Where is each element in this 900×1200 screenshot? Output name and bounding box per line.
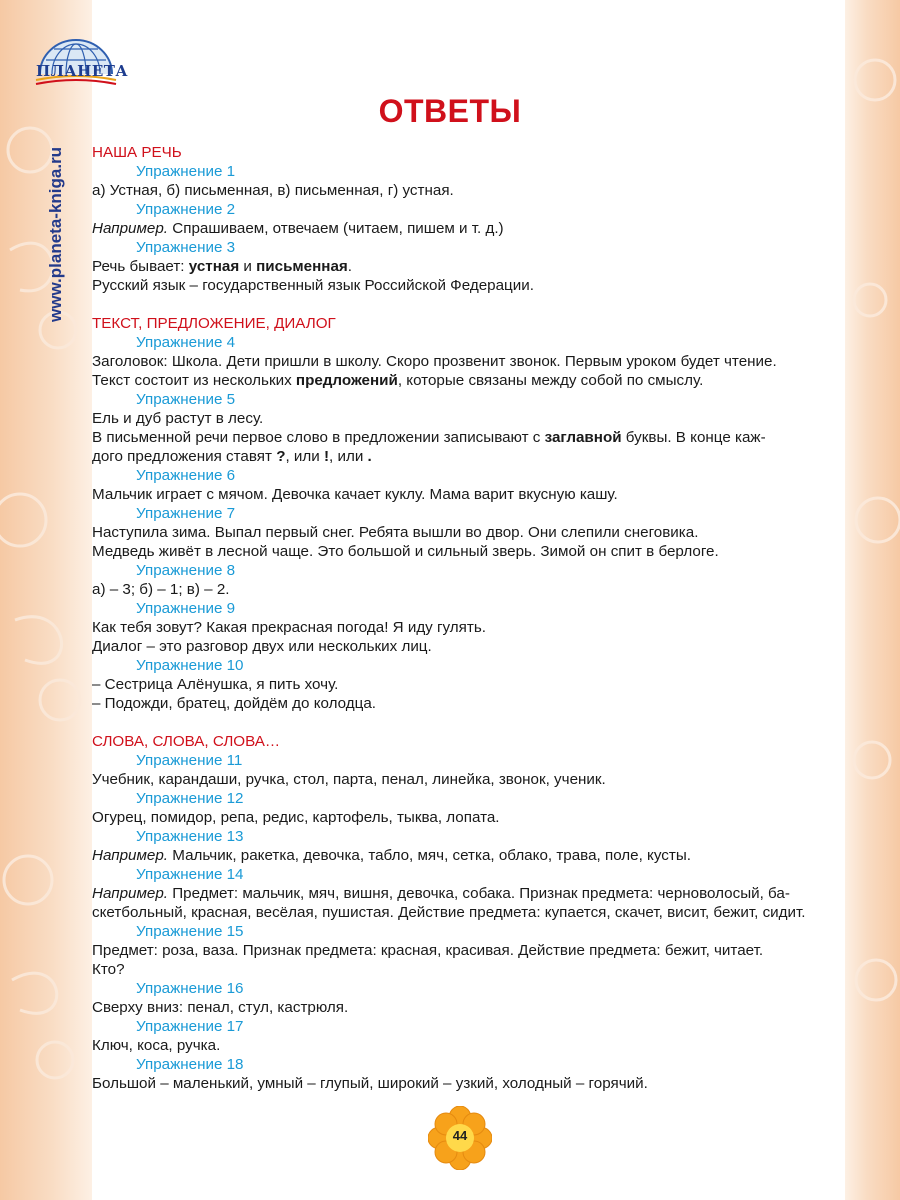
answer-line: Например. Мальчик, ракетка, девочка, табло, мяч, сетка, облако, трава, поле, кусты. — [92, 847, 691, 864]
section-title: ТЕКСТ, ПРЕДЛОЖЕНИЕ, ДИАЛОГ — [92, 315, 336, 332]
exercise-heading: Упражнение 9 — [136, 600, 236, 617]
answer-line: Большой – маленький, умный – глупый, широкий – узкий, холодный – горячий. — [92, 1075, 648, 1092]
answer-line: Предмет: роза, ваза. Признак предмета: красная, красивая. Действие предмета: бежит, читает. — [92, 942, 764, 959]
exercise-heading: Упражнение 13 — [136, 828, 244, 845]
answer-line: Ключ, коса, ручка. — [92, 1037, 221, 1054]
exercise-heading: Упражнение 8 — [136, 562, 236, 579]
answer-line: Кто? — [92, 961, 125, 978]
answer-line: Наступила зима. Выпал первый снег. Ребята вышли во двор. Они слепили снеговика. — [92, 524, 699, 541]
answer-line: Мальчик играет с мячом. Девочка качает куклу. Мама варит вкусную кашу. — [92, 486, 618, 503]
answer-line: Текст состоит из нескольких предложений, которые связаны между собой по смыслу. — [92, 372, 704, 389]
answer-line: Сверху вниз: пенал, стул, кастрюля. — [92, 999, 349, 1016]
exercise-heading: Упражнение 15 — [136, 923, 244, 940]
answer-line: Русский язык – государственный язык Российской Федерации. — [92, 277, 534, 294]
exercise-heading: Упражнение 12 — [136, 790, 244, 807]
exercise-heading: Упражнение 17 — [136, 1018, 244, 1035]
exercise-heading: Упражнение 5 — [136, 391, 236, 408]
answer-line: Речь бывает: устная и письменная. — [92, 258, 352, 275]
exercise-heading: Упражнение 11 — [136, 752, 243, 769]
page-title: ОТВЕТЫ — [378, 93, 522, 129]
answer-line: – Подожди, братец, дойдём до колодца. — [92, 695, 376, 712]
exercise-heading: Упражнение 10 — [136, 657, 244, 674]
exercise-heading: Упражнение 14 — [136, 866, 244, 883]
answer-line: Огурец, помидор, репа, редис, картофель, тыква, лопата. — [92, 809, 500, 826]
answer-line: Диалог – это разговор двух или нескольких лиц. — [92, 638, 432, 655]
answer-line: Ель и дуб растут в лесу. — [92, 410, 264, 427]
publisher-logo-text: ПЛАНЕТА — [36, 62, 129, 80]
exercise-heading: Упражнение 18 — [136, 1056, 244, 1073]
answer-line: В письменной речи первое слово в предложении записывают с заглавной буквы. В конце каж- — [92, 429, 766, 446]
exercise-heading: Упражнение 16 — [136, 980, 244, 997]
answers-content — [92, 143, 847, 1093]
exercise-heading: Упражнение 2 — [136, 201, 236, 218]
answer-line: Например. Спрашиваем, отвечаем (читаем, пишем и т. д.) — [92, 220, 504, 237]
answer-line: – Сестрица Алёнушка, я пить хочу. — [92, 676, 339, 693]
answer-line: Заголовок: Школа. Дети пришли в школу. Скоро прозвенит звонок. Первым уроком будет чтение. — [92, 353, 777, 370]
site-url[interactable]: www.planeta-kniga.ru — [46, 146, 65, 322]
exercise-heading: Упражнение 1 — [136, 163, 236, 180]
answer-line: дого предложения ставят ?, или !, или . — [92, 448, 372, 465]
answer-line: а) Устная, б) письменная, в) письменная, г) устная. — [92, 182, 454, 199]
page-number: 44 — [452, 1128, 468, 1143]
section-title: СЛОВА, СЛОВА, СЛОВА… — [92, 733, 281, 750]
answer-line: а) – 3; б) – 1; в) – 2. — [92, 581, 230, 598]
exercise-heading: Упражнение 6 — [136, 467, 236, 484]
answer-line: Например. Предмет: мальчик, мяч, вишня, девочка, собака. Признак предмета: черноволосый, ба- — [92, 885, 790, 902]
answer-line: Учебник, карандаши, ручка, стол, парта, пенал, линейка, звонок, ученик. — [92, 771, 606, 788]
section-title: НАША РЕЧЬ — [92, 144, 182, 161]
answer-line: Медведь живёт в лесной чаще. Это большой и сильный зверь. Зимой он спит в берлоге. — [92, 543, 719, 560]
exercise-heading: Упражнение 7 — [136, 505, 236, 522]
exercise-heading: Упражнение 4 — [136, 334, 236, 351]
answer-line: Как тебя зовут? Какая прекрасная погода! Я иду гулять. — [92, 619, 486, 636]
answer-line: скетбольный, красная, весёлая, пушистая. Действие предмета: купается, скачет, висит, бежит, сидит. — [92, 904, 806, 921]
exercise-heading: Упражнение 3 — [136, 239, 236, 256]
